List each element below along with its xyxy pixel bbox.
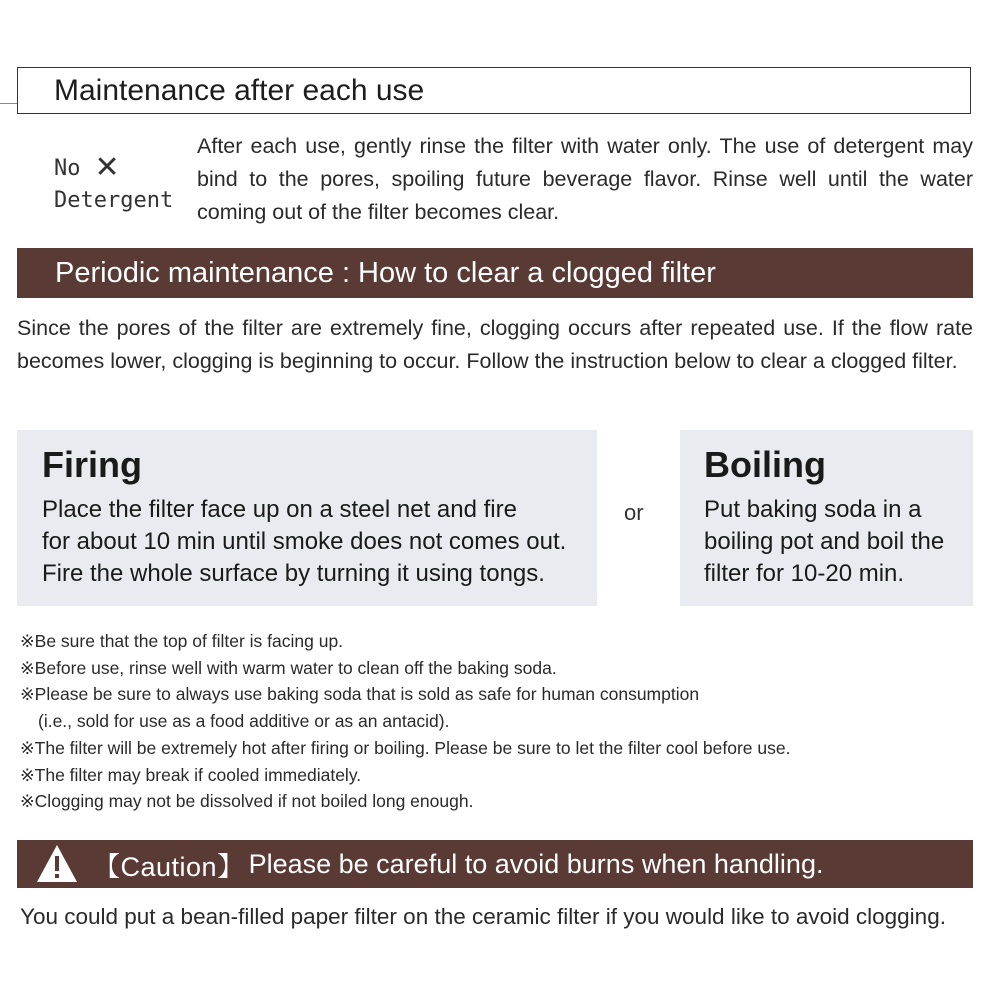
note-item: ※Clogging may not be dissolved if not boiled long enough.: [20, 791, 474, 812]
or-separator: or: [624, 500, 644, 525]
warning-triangle-icon: [35, 842, 79, 886]
note-item: ※The filter may break if cooled immediately.: [20, 764, 362, 785]
section-title-text: Periodic maintenance : How to clear a clogged filter: [55, 256, 716, 289]
divider-line: [0, 103, 17, 104]
no-detergent-label: [54, 152, 173, 217]
boiling-instructions: [704, 494, 944, 590]
section-title-periodic-maintenance: [17, 248, 973, 298]
caution-text: Please be careful to avoid burns when handling.: [248, 848, 824, 879]
clogging-intro-text: Since the pores of the filter are extremely fine, clogging occurs after repeated use. If the flow rate becomes lower, clogging is beginning to occur. Follow the instruction below to clear a clogged filter.: [17, 316, 973, 373]
boiling-line: Put baking soda in a: [704, 496, 922, 523]
cross-icon: ✕: [94, 150, 120, 185]
after-use-instructions: After each use, gently rinse the filter with water only. The use of detergent may bind to the pores, spoiling future beverage flavor. Rinse well until the water coming out of the filter becomes clear.: [197, 134, 973, 224]
no-label: No: [54, 156, 81, 181]
firing-instructions: [42, 494, 566, 590]
boiling-title: Boiling: [704, 444, 826, 485]
note-item: (i.e., sold for use as a food additive or as an antacid).: [38, 711, 450, 732]
firing-method-box: [17, 430, 597, 606]
footer-tip: You could put a bean-filled paper filter on the ceramic filter if you would like to avoid clogging.: [20, 904, 946, 929]
boiling-method-box: [680, 430, 973, 606]
caution-banner: [17, 840, 973, 888]
section-title-maintenance-after-use: [17, 67, 971, 114]
note-item: ※The filter will be extremely hot after firing or boiling. Please be sure to let the filter cool before use.: [20, 737, 791, 758]
boiling-line: filter for 10-20 min.: [704, 560, 905, 587]
firing-title: Firing: [42, 444, 142, 485]
note-item: ※Be sure that the top of filter is facing up.: [20, 631, 344, 651]
firing-line: Fire the whole surface by turning it using tongs.: [42, 560, 545, 587]
caution-label: 【Caution】: [93, 851, 245, 882]
boiling-line: boiling pot and boil the: [704, 528, 945, 555]
note-item: ※Please be sure to always use baking soda that is sold as safe for human consumption: [20, 684, 700, 705]
firing-line: for about 10 min until smoke does not comes out.: [42, 528, 567, 555]
section-title-text: Maintenance after each use: [54, 73, 425, 107]
notes-list: [20, 628, 980, 815]
note-item: ※Before use, rinse well with warm water to clean off the baking soda.: [20, 657, 557, 678]
detergent-label: Detergent: [54, 188, 174, 213]
firing-line: Place the filter face up on a steel net and fire: [42, 496, 517, 523]
